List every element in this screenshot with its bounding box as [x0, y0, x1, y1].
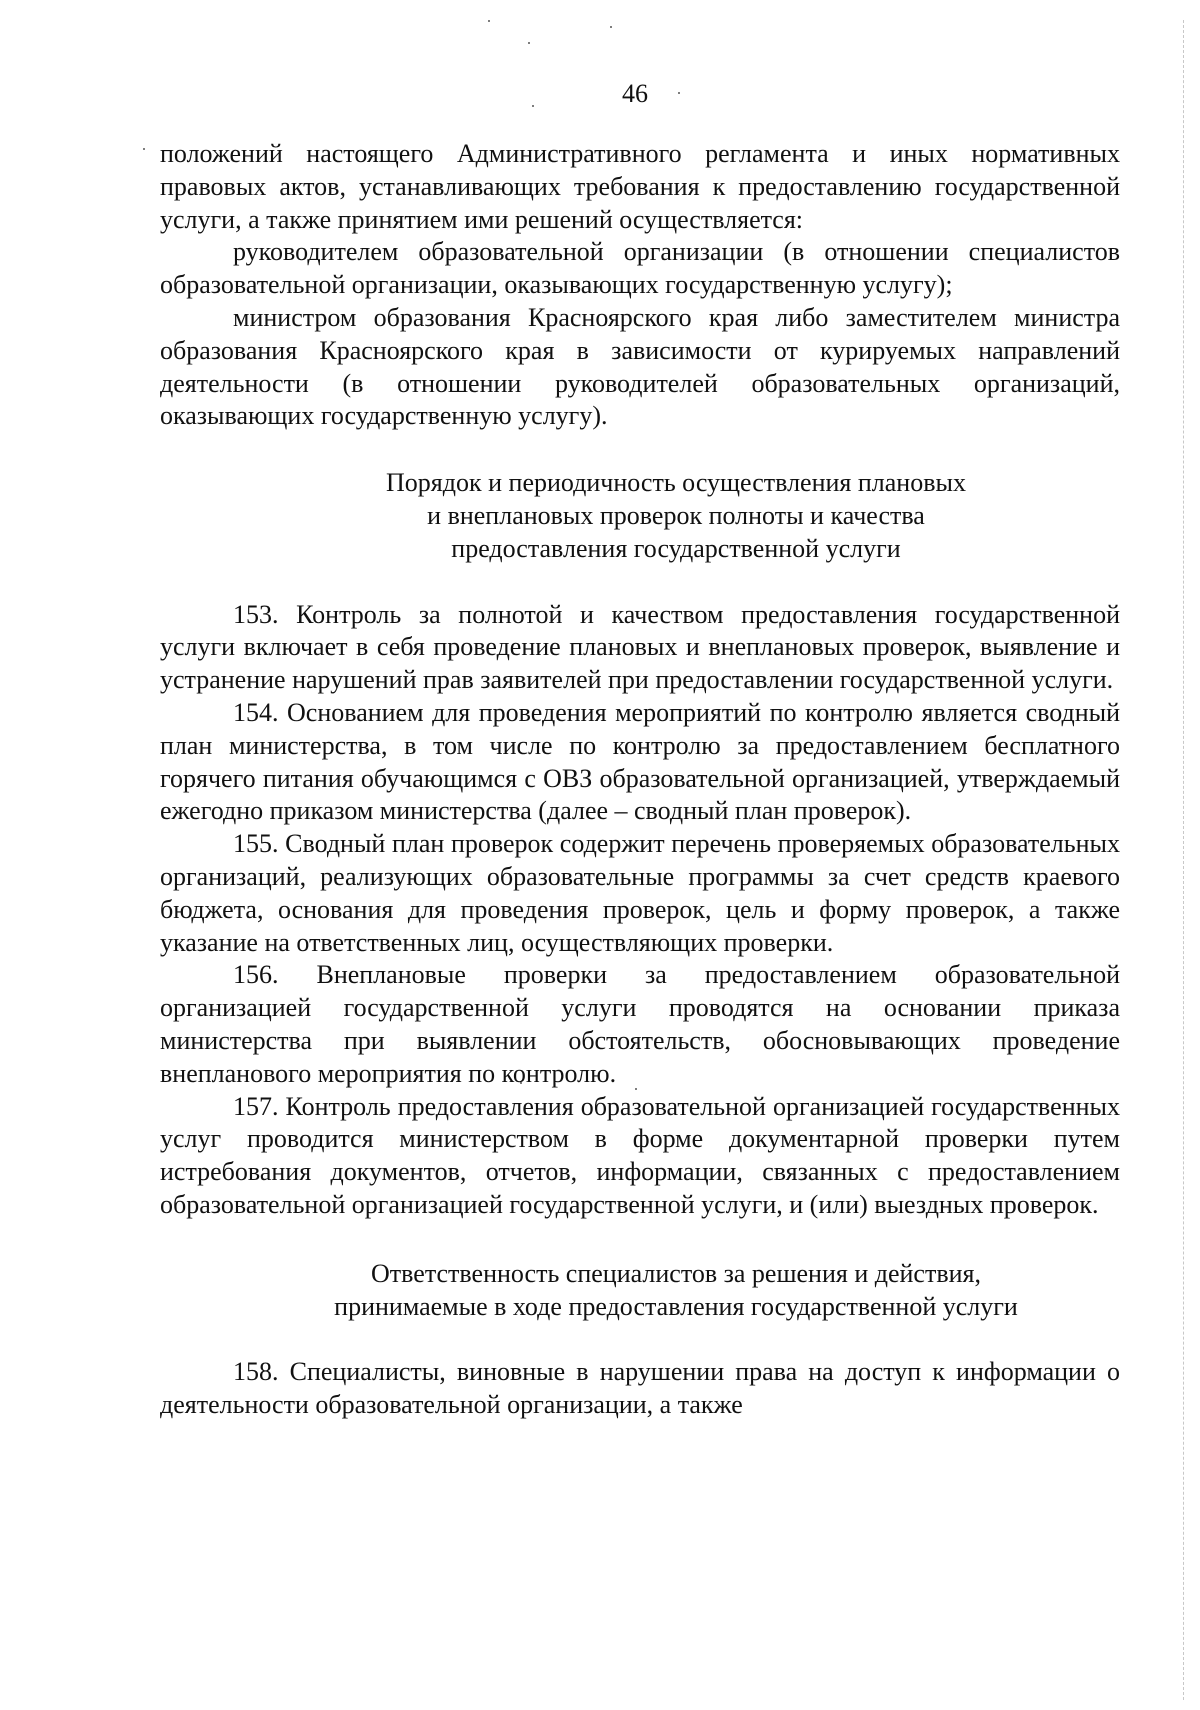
scan-speck — [488, 20, 490, 22]
scan-speck — [143, 148, 145, 150]
scan-speck — [610, 26, 612, 28]
paragraph-head-of-organization: руководителем образовательной организации (в отношении специалистов образовательной организации, оказывающих государственную услугу); — [160, 237, 1120, 300]
heading-line: Порядок и периодичность осуществления плановых — [386, 468, 966, 498]
clause-158: 158. Специалисты, виновные в нарушении права на доступ к информации о деятельности образовательной организации, а также — [160, 1357, 1120, 1420]
scan-speck — [528, 42, 530, 44]
clause-153: 153. Контроль за полнотой и качеством предоставления государственной услуги включает в себя проведение плановых и внеплановых проверок, выявление и устранение нарушений прав заявителей при предоставлении государственной услуги. — [160, 599, 1120, 695]
heading-line: принимаемые в ходе предоставления государственной услуги — [334, 1291, 1018, 1321]
scan-edge-line — [1183, 20, 1184, 1700]
heading-line: предоставления государственной услуги — [451, 533, 901, 563]
heading-line: Ответственность специалистов за решения и действия, — [371, 1258, 981, 1288]
section-heading-inspections — [160, 467, 1120, 565]
paragraph-minister: министром образования Красноярского края либо заместителем министра образования Красноярского края в зависимости от курируемых направлений деятельности (в отношении руководителей образовательных организаций, оказывающих государственную услугу). — [160, 302, 1120, 431]
clause-156: 156. Внеплановые проверки за предоставлением образовательной организацией государственной услуги проводятся на основании приказа министерства при выявлении обстоятельств, обосновывающих проведение внепланового мероприятия по контролю. — [160, 960, 1120, 1088]
section-heading-responsibility — [160, 1258, 1120, 1324]
document-body — [160, 138, 1120, 1422]
clause-154: 154. Основанием для проведения мероприятий по контролю является сводный план министерства, в том числе по контролю за предоставлением бесплатного горячего питания обучающимся с ОВЗ образовательной организацией, утверждаемый ежегодно приказом министерства (далее – сводный план проверок). — [160, 697, 1120, 826]
heading-line: и внеплановых проверок полноты и качества — [427, 500, 925, 530]
paragraph-continuation: положений настоящего Административного регламента и иных нормативных правовых актов, устанавливающих требования к предоставлению государственной услуги, а также принятием ими решений осуществляется: — [160, 139, 1120, 234]
page-number: 46 — [622, 79, 648, 108]
clause-155: 155. Сводный план проверок содержит перечень проверяемых образовательных организаций, реализующих образовательные программы за счет средств краевого бюджета, основания для проведения проверок, цель и форму проверок, а также указание на ответственных лиц, осуществляющих проверки. — [160, 829, 1120, 957]
clause-157: 157. Контроль предоставления образовательной организацией государственных услуг проводится министерством в форме документарной проверки путем истребования документов, отчетов, информации, связанных с предоставлением образовательной организацией государственной услуги, и (или) выездных проверок. — [160, 1091, 1120, 1219]
